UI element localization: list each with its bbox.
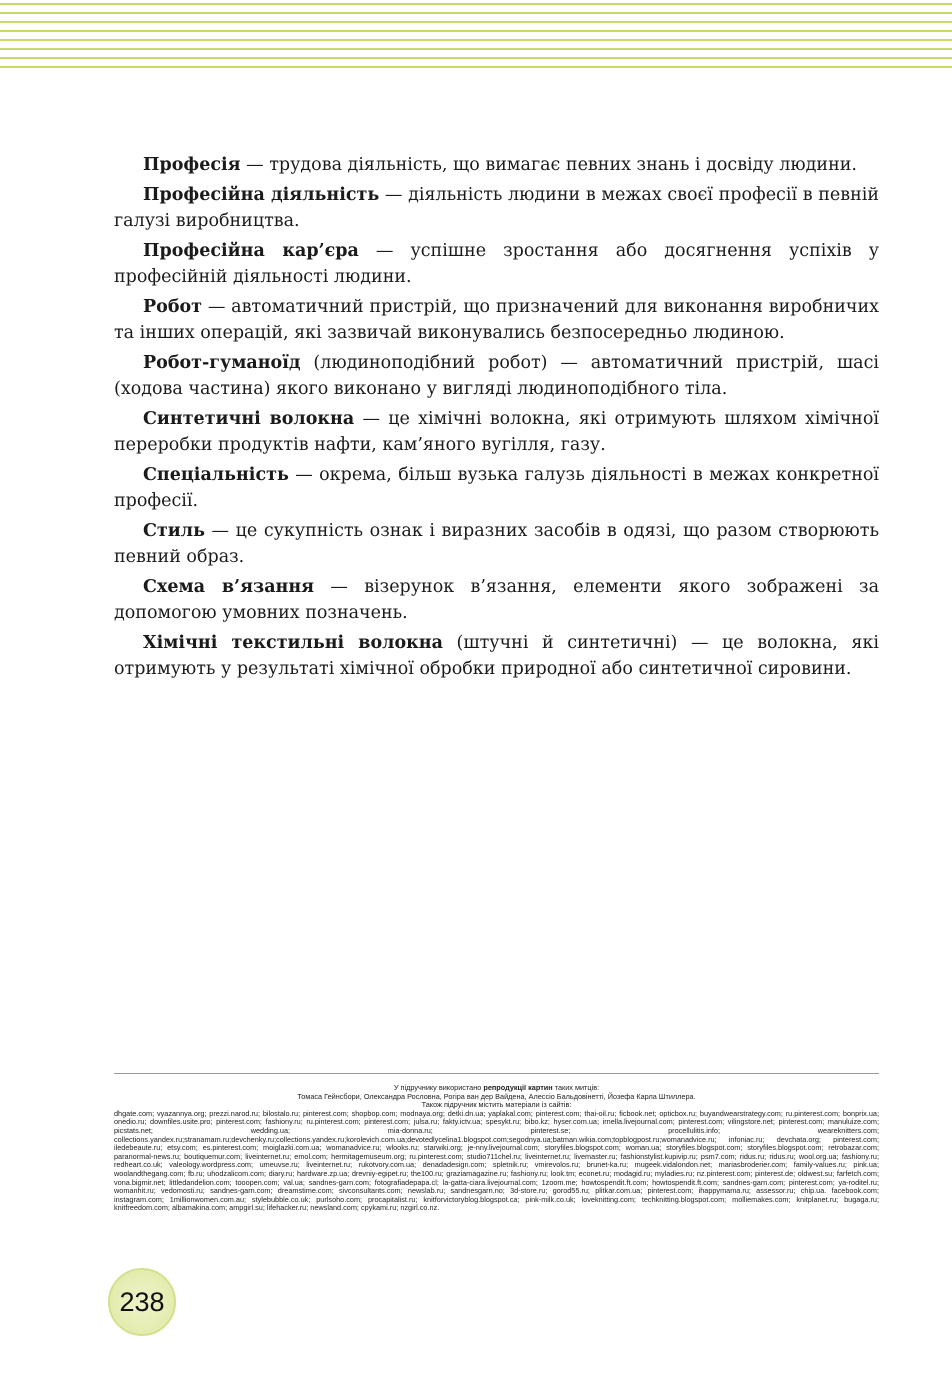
page-number-badge [108,1268,176,1336]
credits-sites-list: dhgate.com; vyazannya.org; prezzi.narod.ru; bilostalo.ru; pinterest.com; shopbop.com; modnaya.org; detki.dn.ua; yaplakal.com; pinterest.com; thai-oil.ru; ficbook.net; opticbox.ru; buyandwearstrategy.com; ru.pinterest.com; bonprix.ua; onedio.ru; downfiles.usite.pro; pinterest.com; fashiony.ru; ru.pinterest.com; pinterest.com; julsa.ru; fakty.ictv.ua; spesykt.ru; bibo.kz; hyser.com.ua; irnella.livejournal.com; pinterest.com; vilingstore.net; pinterest.com; manuluize.com; picstats.net; wedding.ua; mia-donna.ru; pinterest.se; procellulitis.info; weareknitters.com; collections.yandex.ru;stranamam.ru;devchenky.ru;collections.yandex.ru;korolevich.com.ua;devotedlycelina1.blogspot.com;segodnya.ua;batman.wikia.com;topblogpost.ru;womanadvice.ru; infoniac.ru; devchata.org; pinterest.com; iledebeaute.ru; etsy.com; es.pinterest.com; moiglazki.com.ua; womanadvice.ru; wlooks.ru; starwiki.org; je-nny.livejournal.com; storyfiles.blogspot.com; woman.ua; storyfiles.blogspot.com; storyfiles.blogspot.com; retrobazar.com; paranormal-news.ru; boutiquemur.com; liveinternet.ru; emol.com; hermitagemuseum.org; ru.pinterest.com; studio711chel.ru; liveinternet.ru; livemaster.ru; fashionstylist.kupivip.ru; psm7.com; ridus.ru; ridus.ru; wool.org.ua; fashiony.ru; redheart.co.uk; valeology.wordpress.com; umeuvse.ru; liveinternet.ru; rukotvory.com.ua; denadadesign.com; spletnik.ru; vmirevolos.ru; brunet-ka.ru; mugeek.vidalondon.net; mariasbroderier.com; family-values.ru; pink.ua; woolandthegang.com; fb.ru; uhodzalicom.com; diary.ru; hardware.zp.ua; drevniy-egipet.ru; the100.ru; graziamagazine.ru; fashiony.ru; look.tm; econet.ru; modagid.ru; myladies.ru; nz.pinterest.com; pinterest.de; oldwest.su; farfetch.com; vona.bigmir.net; littledandelion.com; tooopen.com; val.ua; sandnes-garn.com; fotografiadepapa.cl; la-gatta-ciara.livejournal.com; 1zoom.me; howtospendit.ft.com; howtospendit.ft.com; sandnes-garn.com; pinterest.com; ya-roditel.ru; womanhit.ru; vedomosti.ru; sandnes-garn.com; dreamstime.com; sivconsultants.com; newslab.ru; sandnesgarn.no; 3d-store.ru; gorod55.ru; plitkar.com.ua; pinterest.com; ihappymama.ru; assessor.ru; chip.ua. facebook.com; instagram.com; 1millionwomen.com.au; stylebubble.co.uk; purlsoho.com; procapitalist.ru; knitforvictoryblog.blogspot.ca; pink-milk.co.uk; loveknitting.com; techknitting.blogspot.com; molliemakes.com; knitplanet.ru; bugaga.ru; knitfreedom.com; albamakina.com; ampgirl.su; lifehacker.ru; newsland.com; cpykami.ru; nzgirl.co.nz. [114,1108,879,1213]
glossary-term: Професія [143,155,241,175]
credits-intro-bold: репродукції картин [483,1083,553,1092]
glossary-term: Спеціальність [143,465,289,485]
glossary-definition: (людиноподібний робот) — автоматичний пристрій, шасі (ходова частина) якого виконано у вигляді людиноподібного тіла. [114,353,879,399]
glossary-entry [114,462,879,514]
page-number: 238 [119,1286,165,1317]
stripe [0,57,952,59]
stripe [0,66,952,68]
glossary-term: Синтетичні волокна [143,409,355,429]
glossary-definition: — окрема, більш вузька галузь діяльності в межах конкретної професії. [114,465,879,511]
glossary-entry [114,294,879,346]
stripe [0,48,952,50]
glossary-term: Хімічні текстильні волокна [143,633,443,653]
glossary-definition: — це сукупність ознак і виразних засобів в одязі, що разом створюють певний образ. [114,521,879,567]
stripe [0,30,952,32]
glossary-term: Професійна діяльність [143,185,380,205]
glossary-definition: — автоматичний пристрій, що призначений для виконання виробничих та інших операцій, які зазвичай виконувались безпосередньо людиною. [114,297,879,343]
glossary-definition: — трудова діяльність, що вимагає певних знань і досвіду людини. [240,155,857,175]
credits-sites-intro: Також підручник містить матеріали із сайтів: [421,1100,572,1110]
glossary-entry [114,182,879,234]
glossary-term: Професійна кар’єра [143,241,359,261]
glossary-entry [114,406,879,458]
glossary [114,152,879,686]
stripe [0,12,952,14]
glossary-definition: — це хімічні волокна, які отримують шляхом хімічної переробки продуктів нафти, кам’яного вугілля, газу. [114,409,879,455]
glossary-definition: — діяльність людини в межах своєї професії в певній галузі виробництва. [114,185,880,231]
glossary-entry [114,152,879,178]
glossary-entry [114,574,879,626]
glossary-term: Схема в’язання [143,577,315,597]
credits-artists: Томаса Гейнсбори, Олександра Рословна, Рогіра ван дер Вайдена, Алессіо Бальдовінетті, Йозефа Карла Штиллера. [297,1091,696,1101]
stripe [0,39,952,41]
glossary-term: Робот [143,297,203,317]
stripe [0,21,952,23]
glossary-term: Стиль [143,521,205,541]
glossary-entry [114,630,879,682]
credits-footnote [114,1073,879,1213]
credits-intro-prefix: У підручнику використано [393,1083,484,1092]
glossary-definition: (штучні й синтетичні) — це волокна, які отримують у результаті хімічної обробки природної або синтетичної сировини. [114,633,879,679]
decorative-stripes [0,0,952,72]
glossary-entry [114,238,879,290]
glossary-entry [114,350,879,402]
glossary-entry [114,518,879,570]
credits-intro-suffix: таких митців: [552,1083,600,1092]
glossary-term: Робот-гуманоїд [143,353,301,373]
glossary-definition: — візерунок в’язання, елементи якого зображені за допомогою умовних позначень. [114,577,879,623]
glossary-definition: — успішне зростання або досягнення успіхів у професійній діяльності людини. [114,241,879,287]
stripe [0,3,952,5]
